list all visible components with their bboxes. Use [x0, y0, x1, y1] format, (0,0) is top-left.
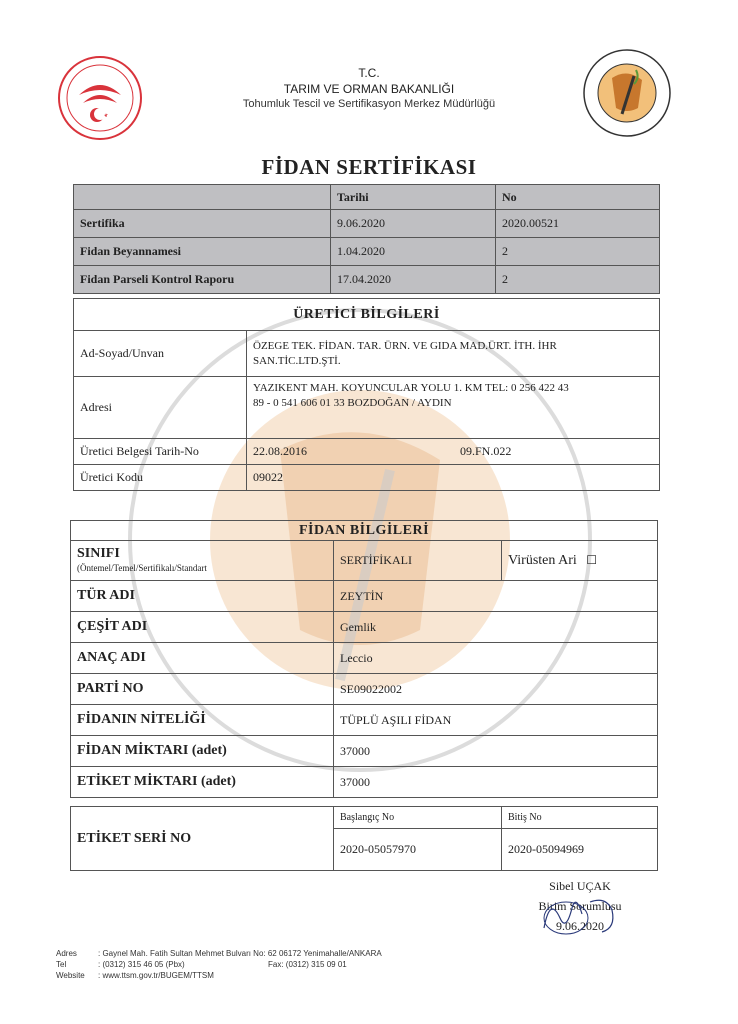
serial-label: ETİKET SERİ NO: [71, 807, 334, 871]
certificate-table: [73, 184, 660, 294]
row-control-report-no: 2: [496, 266, 660, 294]
producer-cert-label: Üretici Belgesi Tarih-No: [74, 439, 247, 465]
header-line-tc: T.C.: [358, 66, 380, 80]
producer-name-line1: ÖZEGE TEK. FİDAN. TAR. ÜRN. VE GIDA MAD.ÜRT. İTH. İHR: [253, 339, 557, 352]
serial-table: [70, 806, 658, 871]
producer-address-value: [247, 377, 660, 439]
species-value: ZEYTİN: [334, 581, 658, 612]
sapling-table: [70, 520, 658, 798]
row-declaration-date: 1.04.2020: [331, 238, 496, 266]
row-declaration-no: 2: [496, 238, 660, 266]
row-control-report-label: Fidan Parseli Kontrol Raporu: [74, 266, 331, 294]
class-label-cell: [71, 541, 334, 581]
footer-tel-label: Tel: [56, 960, 67, 969]
rootstock-value: Leccio: [334, 643, 658, 674]
footer-address-label: Adres: [56, 949, 77, 958]
variety-value: Gemlik: [334, 612, 658, 643]
header-department: Tohumluk Tescil ve Sertifikasyon Merkez Müdürlüğü: [242, 98, 496, 110]
footer: [56, 948, 382, 981]
sapling-section-title: FİDAN BİLGİLERİ: [71, 521, 658, 541]
quality-label: FİDANIN NİTELİĞİ: [71, 705, 334, 736]
document-title: FİDAN SERTİFİKASI: [261, 155, 477, 179]
species-label: TÜR ADI: [71, 581, 334, 612]
producer-address-line1: YAZIKENT MAH. KOYUNCULAR YOLU 1. KM TEL: 0 256 422 43: [253, 382, 569, 394]
producer-name-value: [247, 331, 660, 377]
serial-end-label: Bitiş No: [502, 807, 658, 829]
footer-address: : Gaynel Mah. Fatih Sultan Mehmet Bulvarı No: 62 06172 Yenimahalle/ANKARA: [98, 949, 382, 958]
footer-tel: : (0312) 315 46 05 (Pbx): [98, 960, 185, 969]
quality-value: TÜPLÜ AŞILI FİDAN: [334, 705, 658, 736]
producer-name-line2: SAN.TİC.LTD.ŞTİ.: [253, 354, 341, 367]
producer-cert-date: 22.08.2016: [247, 439, 455, 465]
row-declaration-label: Fidan Beyannamesi: [74, 238, 331, 266]
serial-end-value: 2020-05094969: [502, 829, 658, 871]
row-certificate-label: Sertifika: [74, 210, 331, 238]
signer-title: Birim Sorumlusu: [538, 899, 622, 913]
signer-name: Sibel UÇAK: [549, 879, 611, 893]
producer-code-label: Üretici Kodu: [74, 465, 247, 491]
footer-fax: Fax: (0312) 315 09 01: [268, 960, 347, 969]
col-no-header: No: [496, 185, 660, 210]
rootstock-label: ANAÇ ADI: [71, 643, 334, 674]
sapling-amount-value: 37000: [334, 736, 658, 767]
footer-web[interactable]: : www.ttsm.gov.tr/BUGEM/TTSM: [98, 971, 214, 980]
sapling-amount-label: FİDAN MİKTARI (adet): [71, 736, 334, 767]
row-control-report-date: 17.04.2020: [331, 266, 496, 294]
label-amount-label: ETİKET MİKTARI (adet): [71, 767, 334, 798]
producer-section-title: ÜRETİCİ BİLGİLERİ: [74, 299, 660, 331]
producer-table: [73, 298, 660, 491]
serial-start-label: Başlangıç No: [334, 807, 502, 829]
producer-code-value: 09022: [247, 465, 660, 491]
col-date-header: Tarihi: [331, 185, 496, 210]
serial-start-value: 2020-05057970: [334, 829, 502, 871]
label-amount-value: 37000: [334, 767, 658, 798]
signature-date: 9.06.2020: [556, 919, 604, 933]
batch-value: SE09022002: [334, 674, 658, 705]
producer-address-label: Adresi: [74, 377, 247, 439]
footer-web-label: Website: [56, 971, 85, 980]
class-label: SINIFI: [77, 545, 120, 561]
batch-label: PARTİ NO: [71, 674, 334, 705]
class-value: SERTİFİKALI: [334, 541, 502, 581]
signature-icon: [536, 888, 636, 938]
producer-name-label: Ad-Soyad/Unvan: [74, 331, 247, 377]
producer-address-line2: 89 - 0 541 606 01 33 BOZDOĞAN / AYDIN: [253, 397, 452, 409]
row-certificate-no: 2020.00521: [496, 210, 660, 238]
virus-free-label: Virüsten Ari: [508, 552, 577, 568]
row-certificate-date: 9.06.2020: [331, 210, 496, 238]
class-sublabel: (Öntemel/Temel/Sertifikalı/Standart: [77, 562, 207, 573]
variety-label: ÇEŞİT ADI: [71, 612, 334, 643]
producer-cert-no: 09.FN.022: [454, 439, 660, 465]
header-ministry: TARIM VE ORMAN BAKANLIĞI: [283, 82, 455, 96]
virus-free-checkbox[interactable]: ☐: [586, 552, 598, 567]
virus-free-cell: [502, 541, 658, 581]
